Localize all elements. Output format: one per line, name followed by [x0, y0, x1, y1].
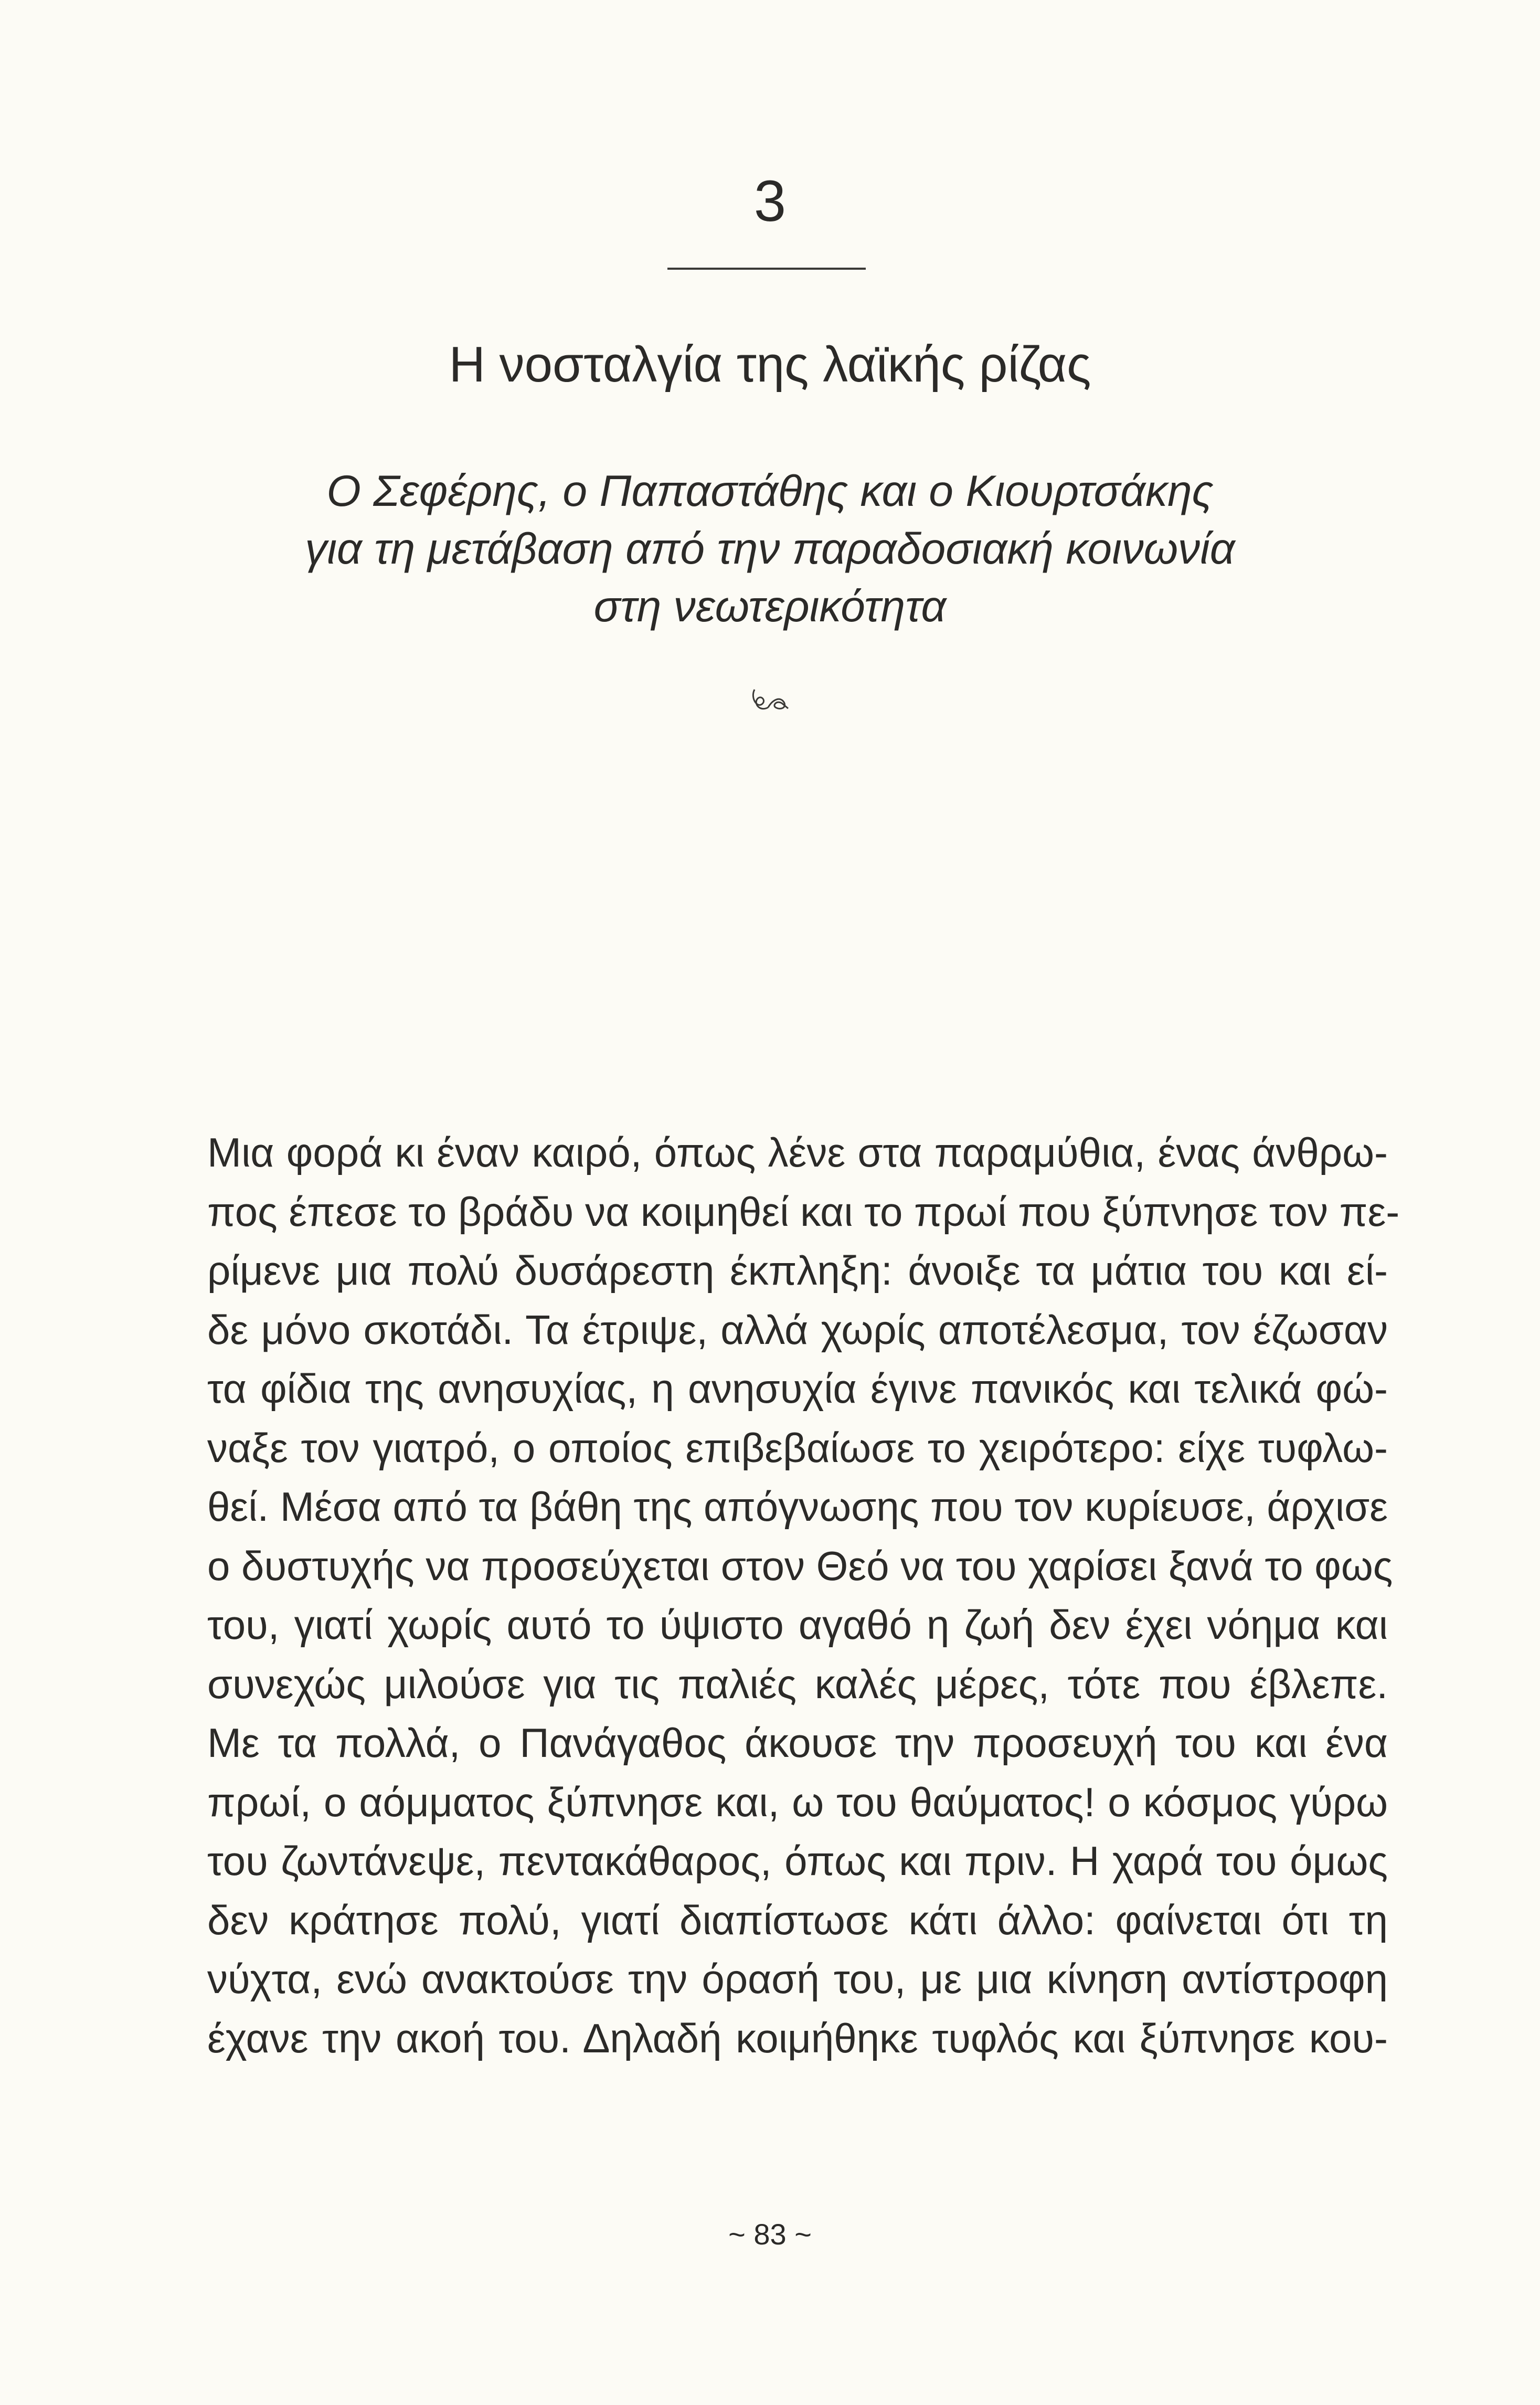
body-text-line: πρωί, ο αόμματος ξύπνησε και, ω του θαύματος! ο κόσμος γύρω [207, 1778, 1388, 1825]
body-text-line: πος έπεσε το βράδυ να κοιμηθεί και το πρωί που ξύπνησε τον πε- [207, 1188, 1400, 1235]
body-text-line: δεν κράτησε πολύ, γιατί διαπίστωσε κάτι άλλο: φαίνεται ότι τη [207, 1897, 1388, 1943]
body-text-line: τα φίδια της ανησυχίας, η ανησυχία έγινε πανικός και τελικά φώ- [207, 1365, 1388, 1412]
body-text-line: έχανε την ακοή του. Δηλαδή κοιμήθηκε τυφλός και ξύπνησε κου- [207, 2015, 1388, 2061]
body-text-line: του, γιατί χωρίς αυτό το ύψιστο αγαθό η ζωή δεν έχει νόημα και [207, 1602, 1388, 1648]
body-text-line: ρίμενε μια πολύ δυσάρεστη έκπληξη: άνοιξε τα μάτια του και εί- [207, 1247, 1388, 1294]
chapter-number: 3 [753, 169, 787, 234]
body-text-line: ναξε τον γιατρό, ο οποίος επιβεβαίωσε το χειρότερο: είχε τυφλω- [207, 1424, 1388, 1471]
chapter-divider-rule [667, 268, 866, 270]
chapter-subtitle [0, 462, 1540, 635]
subtitle-line: στη νεωτερικότητα [593, 581, 947, 631]
fleuron-icon [749, 684, 791, 716]
page-number: ~ 83 ~ [728, 2218, 812, 2251]
fleuron-ornament-icon [0, 682, 1540, 724]
body-text-line: Με τα πολλά, ο Πανάγαθος άκουσε την προσευχή του και ένα [207, 1720, 1388, 1766]
body-text-line: ο δυστυχής να προσεύχεται στον Θεό να του χαρίσει ξανά το φως [207, 1542, 1393, 1589]
chapter-title: Η νοσταλγία της λαϊκής ρίζας [449, 336, 1091, 393]
subtitle-line: Ο Σεφέρης, ο Παπαστάθης και ο Κιουρτσάκης [326, 466, 1214, 515]
body-text-line: Μια φορά κι έναν καιρό, όπως λένε στα παραμύθια, ένας άνθρω- [207, 1129, 1388, 1175]
subtitle-line: για τη μετάβαση από την παραδοσιακή κοινωνία [305, 524, 1235, 573]
body-text-line: δε μόνο σκοτάδι. Τα έτριψε, αλλά χωρίς αποτέλεσμα, τον έζωσαν [207, 1306, 1388, 1353]
body-text-line: του ζωντάνεψε, πεντακάθαρος, όπως και πριν. Η χαρά του όμως [207, 1838, 1388, 1884]
body-text-line: νύχτα, ενώ ανακτούσε την όρασή του, με μια κίνηση αντίστροφη [207, 1956, 1388, 2002]
body-text-line: συνεχώς μιλούσε για τις παλιές καλές μέρες, τότε που έβλεπε. [207, 1660, 1388, 1707]
body-text-line: θεί. Μέσα από τα βάθη της απόγνωσης που τον κυρίευσε, άρχισε [207, 1484, 1388, 1530]
body-text [207, 1123, 1400, 2068]
